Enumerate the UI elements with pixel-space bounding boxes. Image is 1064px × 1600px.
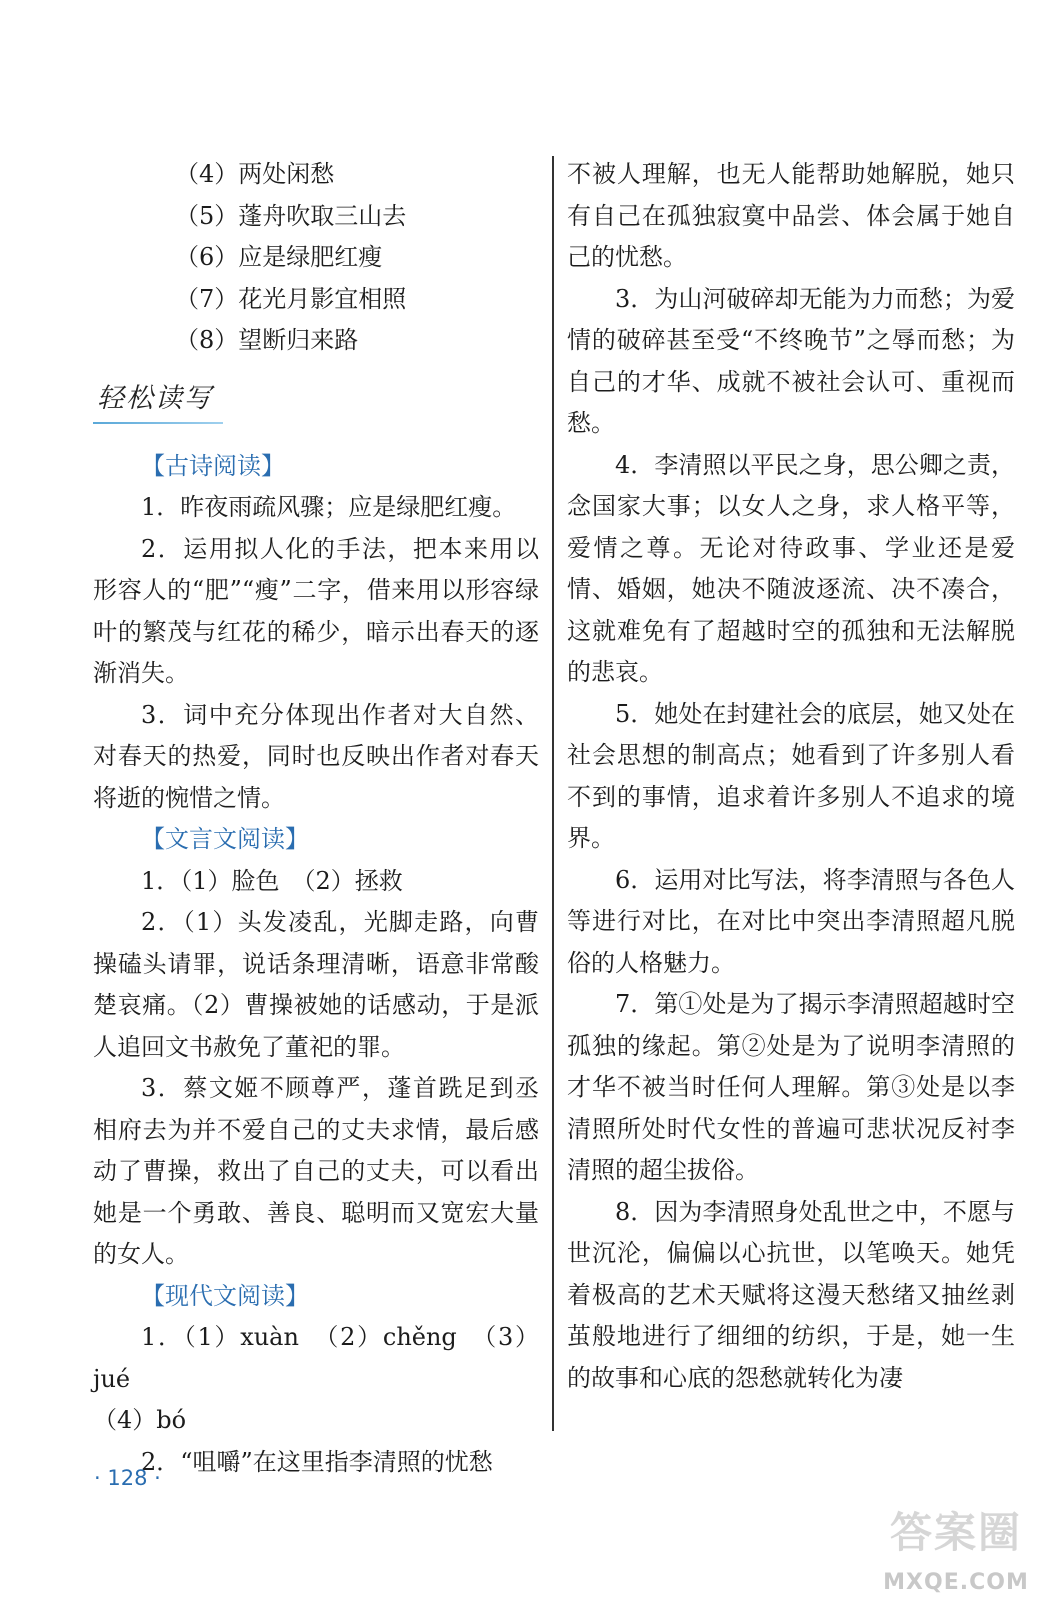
recite-item: （6）应是绿肥红瘦 [175,243,383,271]
recite-item: （7）花光月影宜相照 [175,284,407,313]
answer-paragraph: 3．为山河破碎却无能为力而愁；为爱情的破碎甚至受“不终晚节”之辱而愁；为自己的才华、成就不被社会认可、重视而愁。 [567,284,1015,437]
answer-paragraph: 8．因为李清照身处乱世之中，不愿与世沉沦，偏偏以心抗世，以笔唤天。她凭着极高的艺术天赋将这漫天愁绪又抽丝剥茧般地进行了细细的纺织，于是，她一生的故事和心底的怨愁就转化为凄 [567,1197,1015,1392]
watermark [876,1500,1036,1595]
answer-paragraph: 5．她处在封建社会的底层，她又处在社会思想的制高点；她看到了许多别人看不到的事情，追求着许多别人不追求的境界。 [567,699,1015,852]
answer-paragraph: 不被人理解，也无人能帮助她解脱，她只有自己在孤独寂寞中品尝、体会属于她自己的忧愁。 [567,160,1015,271]
answer-paragraph: 4．李清照以平民之身，思公卿之责，念国家大事；以女人之身，求人格平等，爱情之尊。无论对待政事、学业还是爱情、婚姻，她决不随波逐流、决不凑合，这就难免有了超越时空的孤独和无法解脱的悲哀。 [567,450,1015,686]
answer-paragraph: 2．（1）头发凌乱，光脚走路，向曹操磕头请罪，说话条理清晰，语意非常酸楚哀痛。（2）曹操被她的话感动，于是派人追回文书赦免了董祀的罪。 [93,908,539,1061]
recite-item: （8）望断归来路 [175,326,359,354]
answer-paragraph: 1．（1）xuàn （2）chěng （3）jué [93,1323,539,1393]
section-title: 轻松读写 [97,382,213,414]
watermark-domain: MXQE.COM [883,1570,1029,1595]
answer-paragraph: 7．第①处是为了揭示李清照超越时空孤独的缘起。第②处是为了说明李清照的才华不被当时任何人理解。第③处是以李清照所处时代女性的普遍可悲状况反衬李清照的超尘拔俗。 [567,990,1015,1184]
answer-paragraph: （4）bó [93,1406,187,1434]
recite-item: （4）两处闲愁 [175,160,335,188]
classical-chinese-tag: 【文言文阅读】 [141,825,309,853]
right-column [567,154,1015,1399]
watermark-logo: 答案圈 [889,1508,1022,1557]
recite-item: （5）蓬舟吹取三山去 [175,201,407,230]
answer-paragraph: 2．运用拟人化的手法，把本来用以形容人的“肥”“瘦”二字，借来用以形容绿叶的繁茂与红花的稀少，暗示出春天的逐渐消失。 [93,534,539,687]
answer-paragraph: 3．词中充分体现出作者对大自然、对春天的热爱，同时也反映出作者对春天将逝的惋惜之情。 [93,700,539,812]
ancient-poetry-tag: 【古诗阅读】 [141,451,285,480]
page-number: · 128 · [94,1466,161,1490]
column-divider [552,156,554,1431]
answer-paragraph: 2．“咀嚼”在这里指李清照的忧愁 [141,1447,493,1476]
section-heading [93,362,539,446]
answer-paragraph: 1．昨夜雨疏风骤；应是绿肥红瘦。 [141,493,517,521]
answer-paragraph: 1．（1）脸色 （2）拯救 [141,866,403,895]
modern-prose-tag: 【现代文阅读】 [141,1281,309,1310]
answer-paragraph: 6．运用对比写法，将李清照与各色人等进行对比，在对比中突出李清照超凡脱俗的人格魅力。 [567,865,1015,977]
section-underline [93,422,223,424]
answer-paragraph: 3．蔡文姬不顾尊严，蓬首跣足到丞相府去为并不爱自己的丈夫求情，最后感动了曹操，救出了自己的丈夫，可以看出她是一个勇敢、善良、聪明而又宽宏大量的女人。 [93,1074,539,1268]
left-column [93,154,539,1483]
